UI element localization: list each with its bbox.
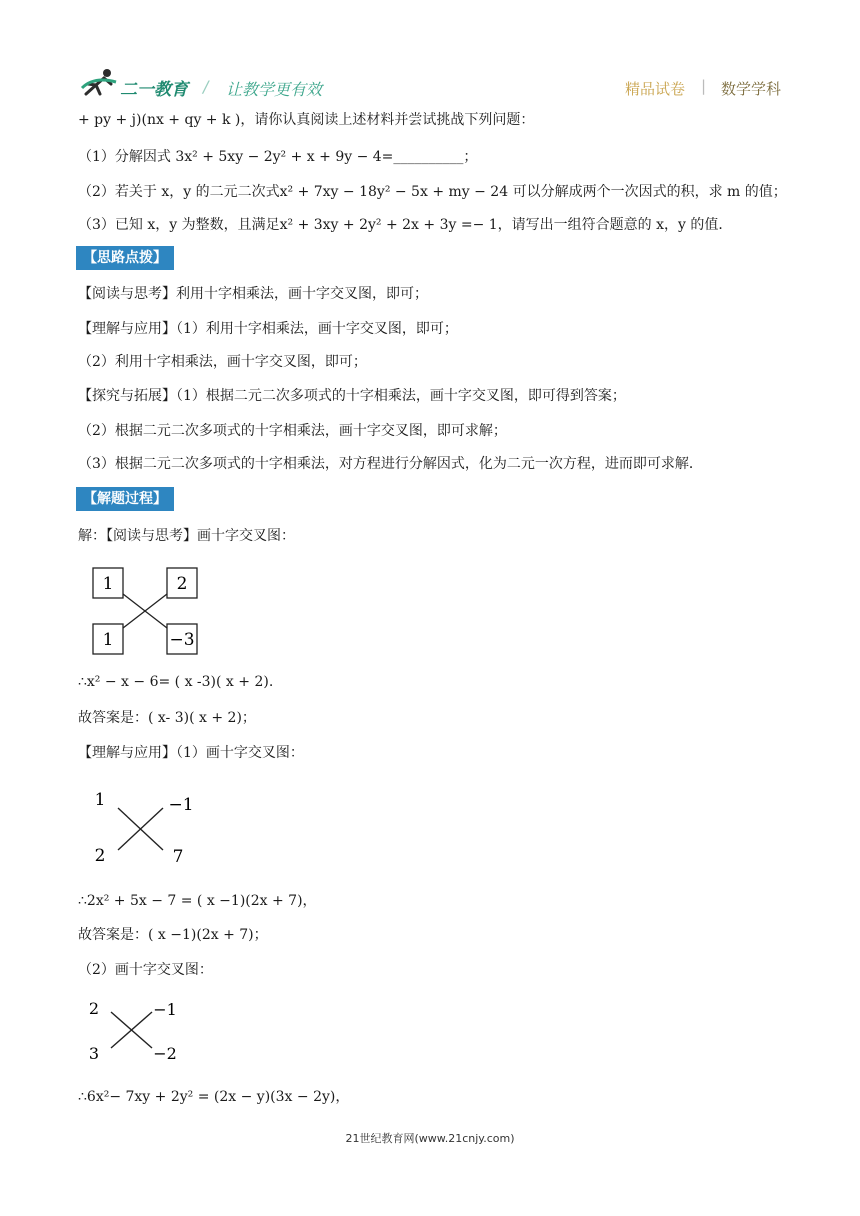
diagram-2-top-right: −1 [168, 795, 194, 815]
runner-logo-icon [80, 68, 120, 98]
hint-line: （2）根据二元二次多项式的十字相乘法，画十字交叉图，即可求解； [78, 423, 507, 439]
solution-line: 故答案是：( x- 3)( x + 2)； [78, 710, 256, 726]
hint-line: （3）根据二元二次多项式的十字相乘法，对方程进行分解因式，化为二元一次方程，进而即可求解． [78, 456, 703, 472]
diagram-1-bottom-left: 1 [102, 630, 114, 650]
diagram-1-top-right: 2 [176, 574, 188, 594]
diagram-3-bottom-left: 3 [88, 1044, 100, 1063]
section-solution-label: 【解题过程】 [76, 487, 174, 511]
solution-line: ∴2x² + 5x − 7 = ( x −1)(2x + 7)， [78, 893, 317, 909]
diagram-3-top-left: 2 [88, 999, 100, 1018]
solution-line: （2）画十字交叉图： [78, 962, 213, 978]
cross-diagram-2 [88, 788, 198, 868]
diagram-2-bottom-left: 2 [94, 846, 106, 866]
diagram-3-top-right: −1 [153, 1000, 177, 1019]
hint-line: 【阅读与思考】利用十字相乘法，画十字交叉图，即可； [78, 286, 428, 302]
question-3: （3）已知 x，y 为整数，且满足x² + 3xy + 2y² + 2x + 3y =− 1，请写出一组符合题意的 x，y 的值． [78, 217, 733, 233]
diagram-2-bottom-right: 7 [172, 847, 184, 867]
brand-name: 二一教育 [120, 80, 188, 100]
footer-source: 21世纪教育网(www.21cnjy.com) [345, 1132, 515, 1145]
header-paper-type: 精品试卷 [625, 80, 686, 98]
question-2: （2）若关于 x，y 的二元二次式x² + 7xy − 18y² − 5x + my − 24 可以分解成两个一次因式的积，求 m 的值； [78, 184, 787, 200]
cross-diagram-1 [92, 566, 202, 658]
solution-line: 解：【阅读与思考】画十字交叉图： [78, 528, 295, 544]
diagram-1-bottom-right: −3 [169, 630, 195, 650]
question-1: （1）分解因式 3x² + 5xy − 2y² + x + 9y − 4=__________； [78, 149, 478, 165]
section-hint-label: 【思路点拨】 [76, 246, 174, 270]
diagram-2-top-left: 1 [94, 790, 106, 810]
solution-line: 故答案是：( x −1)(2x + 7)； [78, 927, 268, 943]
slogan: 让教学更有效 [226, 80, 323, 99]
cross-diagram-3 [86, 996, 196, 1066]
diagram-1-top-left: 1 [102, 574, 114, 594]
solution-line: 【理解与应用】（1）画十字交叉图： [78, 745, 304, 761]
header-separator: | [701, 77, 707, 95]
header-subject: 数学学科 [721, 80, 782, 98]
hint-line: （2）利用十字相乘法，画十字交叉图，即可； [78, 354, 367, 370]
diagram-3-bottom-right: −2 [153, 1044, 177, 1063]
hint-line: 【理解与应用】（1）利用十字相乘法，画十字交叉图，即可； [78, 321, 458, 337]
divider-slash: / [203, 77, 209, 96]
hint-line: 【探究与拓展】（1）根据二元二次多项式的十字相乘法，画十字交叉图，即可得到答案； [78, 388, 626, 404]
solution-line: ∴6x²− 7xy + 2y² = (2x − y)(3x − 2y)， [78, 1089, 350, 1105]
text-line-cont: + py + j)(nx + qy + k )，请你认真阅读上述材料并尝试挑战下列问题： [78, 112, 535, 128]
solution-line: ∴x² − x − 6= ( x -3)( x + 2). [78, 674, 274, 690]
